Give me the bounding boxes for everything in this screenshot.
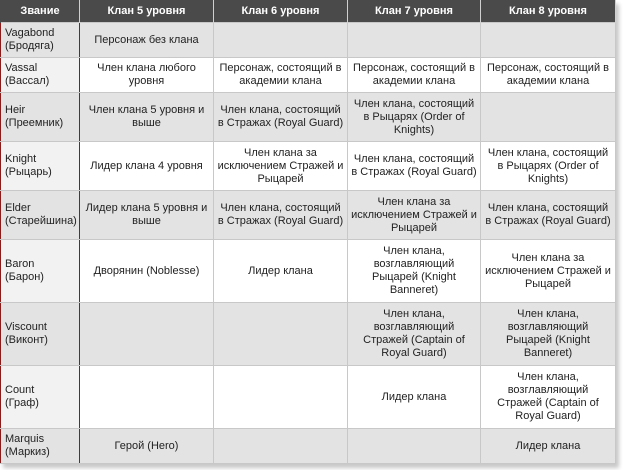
table-row bbox=[1, 142, 616, 191]
table-cell bbox=[80, 366, 214, 429]
rank-name-ru: (Вассал) bbox=[5, 75, 50, 87]
table-cell bbox=[348, 23, 481, 58]
table-cell bbox=[214, 303, 348, 366]
table-row bbox=[1, 429, 616, 464]
table-cell: Член клана, состоящий в Стражах (Royal Guard) bbox=[481, 191, 616, 240]
table-cell: Член клана, состоящий в Стражах (Royal Guard) bbox=[214, 93, 348, 142]
table-row bbox=[1, 191, 616, 240]
table-cell: Лидер клана 4 уровня bbox=[80, 142, 214, 191]
table-cell: Член клана, возглавляющий Стражей (Captain of Royal Guard) bbox=[348, 303, 481, 366]
table-cell bbox=[214, 429, 348, 464]
table-cell: Лидер клана bbox=[214, 240, 348, 303]
rank-cell bbox=[1, 93, 80, 142]
table-cell: Персонаж без клана bbox=[80, 23, 214, 58]
table-cell: Член клана, возглавляющий Рыцарей (Knight Banneret) bbox=[481, 303, 616, 366]
table-cell bbox=[80, 303, 214, 366]
table-cell: Член клана, состоящий в Стражах (Royal Guard) bbox=[214, 191, 348, 240]
rank-name-ru: (Виконт) bbox=[5, 334, 48, 346]
table-cell: Персонаж, состоящий в академии клана bbox=[348, 58, 481, 93]
rank-name: Knight bbox=[5, 153, 37, 165]
header-rank: Звание bbox=[1, 0, 80, 23]
table-cell: Лидер клана bbox=[481, 429, 616, 464]
header-clan-level-7: Клан 7 уровня bbox=[348, 0, 481, 23]
rank-cell bbox=[1, 58, 80, 93]
rank-name: Vagabond bbox=[5, 27, 55, 39]
rank-cell bbox=[1, 142, 80, 191]
table-cell: Герой (Hero) bbox=[80, 429, 214, 464]
table-cell bbox=[348, 429, 481, 464]
rank-name: Baron bbox=[5, 258, 35, 270]
table-row bbox=[1, 23, 616, 58]
rank-name: Count bbox=[5, 384, 35, 396]
table-cell: Персонаж, состоящий в академии клана bbox=[214, 58, 348, 93]
rank-name-ru: (Барон) bbox=[5, 271, 44, 283]
rank-cell bbox=[1, 366, 80, 429]
rank-name: Vassal bbox=[5, 62, 38, 74]
rank-name-ru: (Граф) bbox=[5, 397, 39, 409]
table-row bbox=[1, 93, 616, 142]
table-cell: Член клана, возглавляющий Рыцарей (Knight Banneret) bbox=[348, 240, 481, 303]
table-row bbox=[1, 303, 616, 366]
header-clan-level-8: Клан 8 уровня bbox=[481, 0, 616, 23]
rank-name: Viscount bbox=[5, 321, 47, 333]
rank-cell bbox=[1, 429, 80, 464]
rank-cell bbox=[1, 240, 80, 303]
table-cell: Член клана за исключением Стражей и Рыцарей bbox=[481, 240, 616, 303]
table-header-row bbox=[1, 0, 616, 23]
table-cell: Лидер клана 5 уровня и выше bbox=[80, 191, 214, 240]
rank-name: Heir bbox=[5, 104, 26, 116]
table-cell: Лидер клана bbox=[348, 366, 481, 429]
table-cell: Персонаж, состоящий в академии клана bbox=[481, 58, 616, 93]
rank-cell bbox=[1, 303, 80, 366]
table-row bbox=[1, 366, 616, 429]
table-cell: Член клана за исключением Стражей и Рыцарей bbox=[348, 191, 481, 240]
table-cell: Член клана за исключением Стражей и Рыцарей bbox=[214, 142, 348, 191]
table-cell: Член клана, состоящий в Рыцарях (Order of Knights) bbox=[348, 93, 481, 142]
rank-cell bbox=[1, 191, 80, 240]
table-cell: Член клана, состоящий в Рыцарях (Order of Knights) bbox=[481, 142, 616, 191]
table-cell: Дворянин (Noblesse) bbox=[80, 240, 214, 303]
header-clan-level-5: Клан 5 уровня bbox=[80, 0, 214, 23]
rank-name: Elder bbox=[5, 202, 31, 214]
table-row bbox=[1, 58, 616, 93]
table-cell: Член клана 5 уровня и выше bbox=[80, 93, 214, 142]
header-clan-level-6: Клан 6 уровня bbox=[214, 0, 348, 23]
table-row bbox=[1, 240, 616, 303]
rank-name-ru: (Преемник) bbox=[5, 117, 64, 129]
rank-name-ru: (Старейшина) bbox=[5, 215, 77, 227]
rank-name-ru: (Бродяга) bbox=[5, 40, 54, 52]
table-cell bbox=[214, 23, 348, 58]
table-cell: Член клана, возглавляющий Стражей (Captain of Royal Guard) bbox=[481, 366, 616, 429]
table-cell: Член клана любого уровня bbox=[80, 58, 214, 93]
table-cell bbox=[481, 93, 616, 142]
rank-name-ru: (Маркиз) bbox=[5, 446, 50, 458]
rank-name: Marquis bbox=[5, 433, 45, 445]
table-cell bbox=[214, 366, 348, 429]
table-cell: Член клана, состоящий в Стражах (Royal Guard) bbox=[348, 142, 481, 191]
table-cell bbox=[481, 23, 616, 58]
rank-name-ru: (Рыцарь) bbox=[5, 166, 52, 178]
rank-cell bbox=[1, 23, 80, 58]
